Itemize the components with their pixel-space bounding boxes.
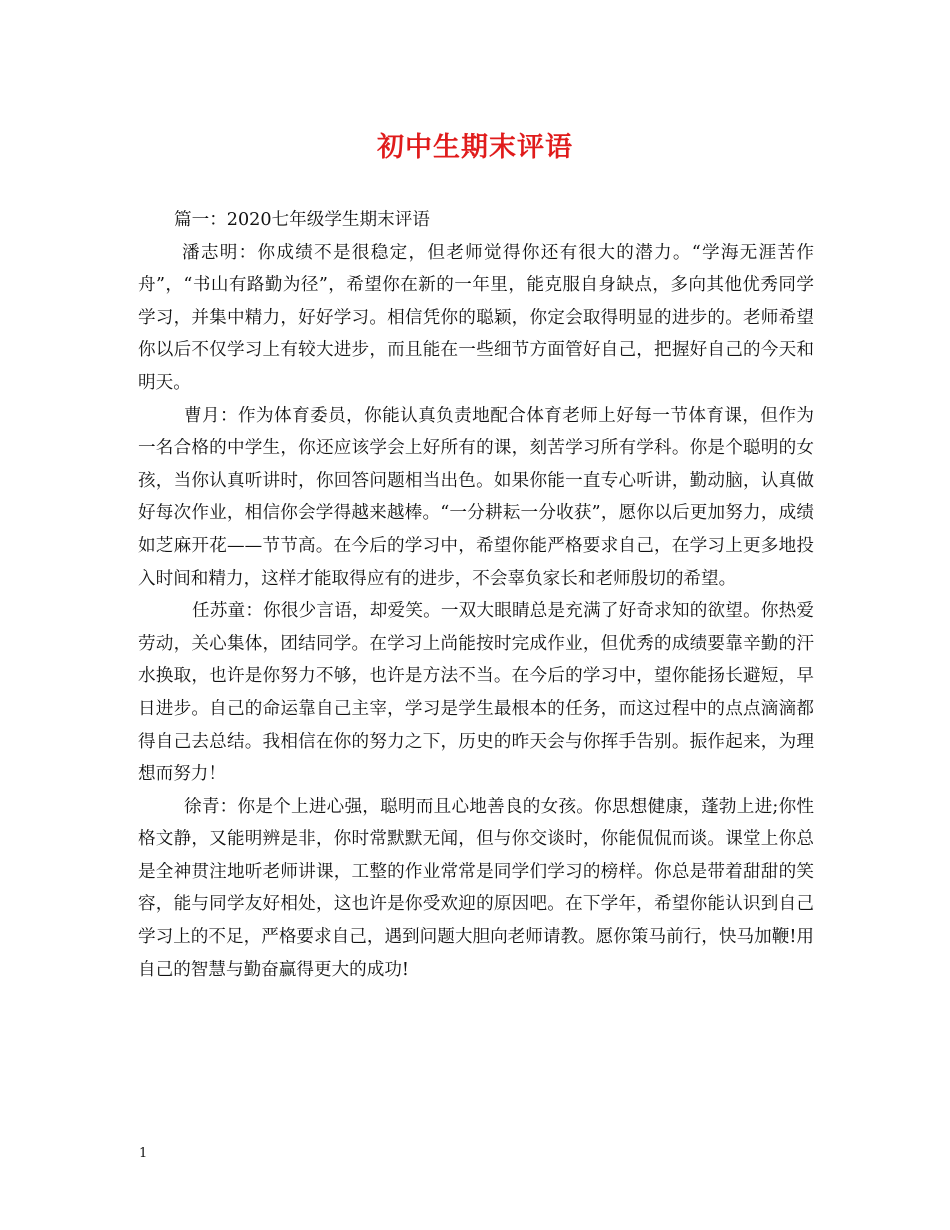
page-number: 1 xyxy=(139,1146,148,1161)
section-heading: 篇一：2020七年级学生期末评语 xyxy=(174,210,430,230)
paragraph-pan-zhiming: 潘志明：你成绩不是很稳定，但老师觉得你还有很大的潜力。“学海无涯苦作舟”，“书山有路勤为径”，希望你在新的一年里，能克服自身缺点，多向其他优秀同学学习，并集中精力，好好学习。相信凭你的聪颖，你定会取得明显的进步的。老师希望你以后不仅学习上有较大进步，而且能在一些细节方面管好自己，把握好自己的今天和明天。 xyxy=(138,242,814,393)
document-title: 初中生期末评语 xyxy=(377,132,573,163)
paragraph-ren-sutong: 任苏童：你很少言语，却爱笑。一双大眼睛总是充满了好奇求知的欲望。你热爱劳动，关心集体，团结同学。在学习上尚能按时完成作业，但优秀的成绩要靠辛勤的汗水换取，也许是你努力不够，也许是方法不当。在今后的学习中，望你能扬长避短，早日进步。自己的命运靠自己主宰，学习是学生最根本的任务，而这过程中的点点滴滴都得自己去总结。我相信在你的努力之下，历史的昨天会与你挥手告别。振作起来，为理想而努力！ xyxy=(138,601,814,785)
paragraph-xu-qing: 徐青：你是个上进心强，聪明而且心地善良的女孩。你思想健康，蓬勃上进;你性格文静，又能明辨是非，你时常默默无闻，但与你交谈时，你能侃侃而谈。课堂上你总是全神贯注地听老师讲课，工整的作业常常是同学们学习的榜样。你总是带着甜甜的笑容，能与同学友好相处，这也许是你受欢迎的原因吧。在下学年，希望你能认识到自己学习上的不足，严格要求自己，遇到问题大胆向老师请教。愿你策马前行，快马加鞭!用自己的智慧与勤奋赢得更大的成功! xyxy=(138,796,814,980)
paragraph-cao-yue: 曹月：作为体育委员，你能认真负责地配合体育老师上好每一节体育课，但作为一名合格的中学生，你还应该学会上好所有的课，刻苦学习所有学科。你是个聪明的女孩，当你认真听讲时，你回答问题相当出色。如果你能一直专心听讲，勤动脑，认真做好每次作业，相信你会学得越来越棒。“一分耕耘一分收获”，愿你以后更加努力，成绩如芝麻开花——节节高。在今后的学习中，希望你能严格要求自己，在学习上更多地投入时间和精力，这样才能取得应有的进步，不会辜负家长和老师殷切的希望。 xyxy=(138,405,814,589)
document-body xyxy=(138,204,814,986)
